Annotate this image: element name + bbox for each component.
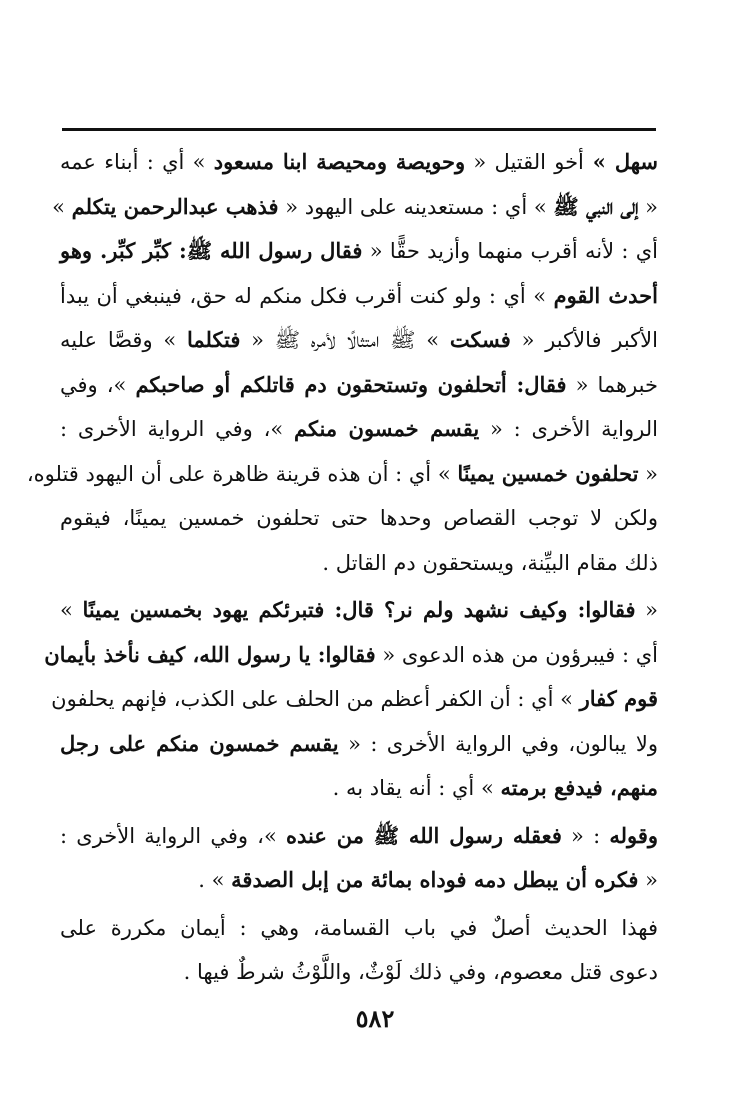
bold-text-run: فعقله رسول الله ﷺ من عنده xyxy=(286,822,562,848)
text-run: الأكبر فالأكبر « xyxy=(510,328,658,352)
text-run: أي : لأنه أقرب منهما وأزيد حقًّا « xyxy=(362,239,658,263)
text-run: أخو القتيل « xyxy=(465,150,584,174)
text-line xyxy=(60,318,658,363)
bold-text-run: فذهب عبدالرحمن يتكلم xyxy=(71,193,279,219)
bold-text-run: إلى النبي ﷺ xyxy=(553,193,639,219)
text-run: ولكن لا توجب القصاص وحدها حتى تحلفون خمسين يمينًا، فيقوم xyxy=(60,506,658,530)
text-line xyxy=(52,185,658,230)
text-run: » ﷺ امتثالًا لأمره ﷺ « xyxy=(240,328,450,352)
text-line xyxy=(60,588,658,633)
text-line xyxy=(60,229,658,274)
text-line xyxy=(60,140,658,185)
text-line xyxy=(51,677,658,722)
text-line xyxy=(60,363,658,408)
bold-text-run: تحلفون خمسين يمينًا xyxy=(457,460,639,486)
bold-text-run: يقسم خمسون منكم على رجل xyxy=(60,730,339,756)
text-run: « xyxy=(638,194,658,219)
text-run: »، وفي xyxy=(60,372,136,397)
text-run: ولا يبالون، وفي الرواية الأخرى : « xyxy=(338,731,658,756)
text-run: » xyxy=(52,194,72,219)
text-run: »، وفي الرواية الأخرى : xyxy=(60,417,294,441)
text-line xyxy=(60,274,658,319)
text-run: الرواية الأخرى : « xyxy=(479,417,658,441)
bold-text-run: فكره أن يبطل دمه فوداه بمائة من إبل الصدقة xyxy=(231,867,639,892)
text-line xyxy=(44,633,658,678)
bold-text-run: قوم كفار xyxy=(579,686,658,711)
text-run: ذلك مقام البيِّنة، ويستحقون دم القاتل . xyxy=(322,550,658,575)
bold-text-run: يقسم خمسون منكم xyxy=(293,416,480,441)
text-run: : « xyxy=(561,823,610,848)
bold-text-run: فسكت xyxy=(449,327,511,352)
text-run: » أي : مستعدينه على اليهود « xyxy=(278,194,554,219)
bold-text-run: وحويصة ومحيصة ابنا مسعود xyxy=(213,149,466,174)
text-line xyxy=(60,407,658,452)
text-run: » وقصَّا عليه xyxy=(60,328,187,352)
page-number: ٥٨٢ xyxy=(355,1004,395,1033)
top-rule xyxy=(62,128,656,131)
bold-text-run: أحدث القوم xyxy=(553,282,658,308)
bold-text-run: فقال: أتحلفون وتستحقون دم قاتلكم أو صاحبكم xyxy=(135,371,567,397)
text-run: » . xyxy=(198,868,232,892)
text-line xyxy=(60,496,658,541)
text-run: » أي : أن الكفر أعظم من الحلف على الكذب، فإنهم يحلفون xyxy=(51,687,580,711)
text-run: »، وفي الرواية الأخرى : xyxy=(60,823,286,848)
text-line xyxy=(60,722,658,767)
text-run: فهذا الحديث أصلٌ في باب القسامة، وهي : أيمان مكررة على xyxy=(60,915,658,940)
text-line xyxy=(60,766,658,811)
bold-text-run: سهل » xyxy=(583,149,658,174)
text-run: « xyxy=(638,868,658,892)
text-line xyxy=(60,906,658,951)
text-run: خبرهما « xyxy=(566,372,658,397)
text-run: دعوى قتل معصوم، وفي ذلك لَوْثٌ، واللَّوْثُ شرطٌ فيها . xyxy=(183,960,658,984)
text-run: « xyxy=(638,461,658,486)
bold-text-run: وقوله xyxy=(609,822,659,848)
text-run: « xyxy=(635,598,659,622)
text-line xyxy=(60,814,658,859)
text-line xyxy=(60,541,658,586)
bold-text-run: فتكلما xyxy=(186,327,241,352)
text-body xyxy=(26,140,659,995)
bold-text-run: فقال رسول الله ﷺ: كبِّر كبِّر. وهو xyxy=(60,238,363,263)
text-run: أي : فيبرؤون من هذه الدعوى « xyxy=(375,642,658,667)
bold-text-run: فقالوا: وكيف نشهد ولم نر؟ قال: فتبرئكم يهود بخمسين يمينًا xyxy=(82,597,636,622)
text-run: » أي : أنه يقاد به . xyxy=(332,776,501,800)
text-line xyxy=(60,950,658,995)
bold-text-run: منهم، فيدفع برمته xyxy=(500,775,658,800)
text-line xyxy=(60,858,658,903)
text-run: » أي : أبناء عمه xyxy=(60,150,214,174)
text-line xyxy=(26,452,658,497)
text-run: » أي : أن هذه قرينة ظاهرة على أن اليهود قتلوه، xyxy=(26,461,458,486)
text-run: » xyxy=(60,598,83,622)
text-run: » أي : ولو كنت أقرب فكل منكم له حق، فينبغي أن يبدأ xyxy=(60,283,554,308)
bold-text-run: فقالوا: يا رسول الله، كيف نأخذ بأيمان xyxy=(44,641,376,667)
